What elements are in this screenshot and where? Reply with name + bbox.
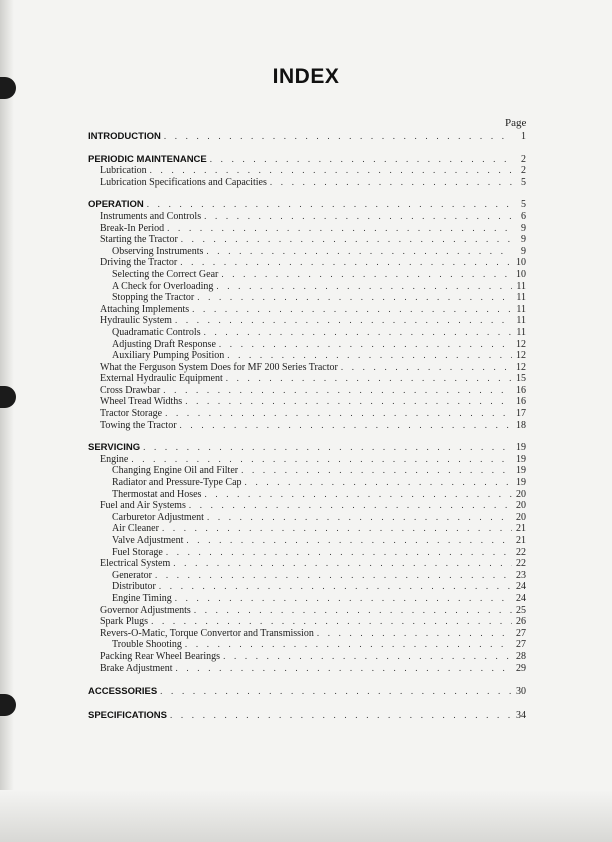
toc-entry-label: Auxiliary Pumping Position: [112, 350, 225, 362]
toc-entry-label: Thermostat and Hoses: [112, 488, 202, 500]
toc-entry[interactable]: [88, 315, 526, 327]
toc-entry[interactable]: [88, 663, 526, 675]
toc-page-number: 29: [516, 662, 526, 674]
toc-page-number: 11: [516, 292, 526, 304]
dot-leader: [317, 628, 512, 640]
dot-leader: [180, 420, 512, 432]
toc-entry-label: Quadramatic Controls: [112, 326, 201, 338]
toc-entry[interactable]: [88, 420, 526, 432]
dot-leader: [181, 234, 512, 246]
toc-entry-label: Towing the Tractor: [100, 419, 177, 431]
toc-entry-label: ACCESSORIES: [88, 686, 158, 698]
toc-page-number: 16: [516, 384, 526, 396]
toc-entry-label: Lubrication: [100, 165, 147, 177]
dot-leader: [175, 315, 512, 327]
toc-entry-label: Selecting the Correct Gear: [112, 268, 219, 280]
toc-page-number: 11: [516, 280, 526, 292]
toc-entry[interactable]: [88, 234, 526, 246]
toc-entry[interactable]: [88, 292, 526, 304]
toc-entry[interactable]: [88, 327, 526, 339]
toc-entry-label: Driving the Tractor: [100, 257, 178, 269]
toc-entry-label: Starting the Tractor: [100, 234, 178, 246]
toc-entry[interactable]: [88, 570, 526, 582]
toc-entry-label: Fuel and Air Systems: [100, 500, 186, 512]
toc-entry-label: SPECIFICATIONS: [88, 709, 167, 721]
toc-page-number: 15: [516, 373, 526, 385]
toc-page-number: 24: [516, 592, 526, 604]
dot-leader: [176, 663, 513, 675]
dot-leader: [185, 396, 512, 408]
toc-page-number: 18: [516, 419, 526, 431]
toc-page-number: 19: [516, 477, 526, 489]
toc-entry[interactable]: [88, 523, 526, 535]
toc-entry[interactable]: [88, 547, 526, 559]
toc-page-number: 20: [516, 488, 526, 500]
toc-entry-label: Lubrication Specifications and Capacities: [100, 176, 267, 188]
toc-entry-label: What the Ferguson System Does for MF 200 Series Tractor: [100, 361, 338, 373]
toc-page-number: 6: [521, 210, 526, 222]
dot-leader: [162, 523, 512, 535]
toc-entry-label: Spark Plugs: [100, 616, 149, 628]
dot-leader: [167, 223, 512, 235]
dot-leader: [185, 639, 512, 651]
toc-page-number: 21: [516, 535, 526, 546]
toc-page-number: 20: [516, 500, 526, 512]
toc-entry-label: Stopping the Tractor: [112, 292, 195, 304]
toc-entry[interactable]: [88, 581, 526, 593]
dot-leader: [221, 269, 512, 281]
toc-entry[interactable]: [88, 373, 526, 385]
toc-entry-label: Tractor Storage: [100, 408, 163, 420]
dot-leader: [245, 477, 512, 489]
toc-section-heading[interactable]: [88, 442, 526, 454]
toc-section-heading[interactable]: [88, 131, 526, 143]
toc-page-number: 11: [516, 315, 526, 327]
toc-entry-label: Revers-O-Matic, Torque Convertor and Transmission: [100, 627, 314, 639]
toc-entry-label: INTRODUCTION: [88, 131, 161, 142]
toc-page-number: 19: [516, 453, 526, 465]
toc-entry-label: Adjusting Draft Response: [112, 338, 216, 350]
toc-entry[interactable]: [88, 362, 526, 374]
page-bottom-shadow: [0, 790, 612, 842]
page-column-label: Page: [505, 117, 527, 129]
toc-section-heading[interactable]: [88, 154, 526, 166]
toc-entry-label: Carburetor Adjustment: [112, 511, 204, 523]
toc-page-number: 24: [516, 581, 526, 593]
toc-entry[interactable]: [88, 269, 526, 281]
toc-page-number: 23: [516, 569, 526, 581]
toc-entry[interactable]: [88, 350, 526, 362]
dot-leader: [227, 350, 512, 362]
dot-leader: [155, 570, 512, 582]
toc-entry[interactable]: [88, 535, 526, 547]
toc-entry-label: Instruments and Controls: [100, 210, 202, 222]
toc-entry[interactable]: [88, 211, 526, 223]
toc-page-number: 16: [516, 396, 526, 408]
toc-page-number: 1: [521, 131, 526, 142]
toc-entry[interactable]: [88, 246, 526, 258]
dot-leader: [189, 500, 512, 512]
dot-leader: [192, 304, 512, 316]
toc-entry-label: Radiator and Pressure-Type Cap: [112, 477, 242, 489]
dot-leader: [143, 442, 512, 454]
toc-entry-label: Air Cleaner: [112, 523, 159, 535]
toc-entry[interactable]: [88, 304, 526, 316]
toc-page-number: 30: [516, 686, 526, 698]
dot-leader: [216, 281, 512, 293]
dot-leader: [219, 339, 512, 351]
dot-leader: [204, 489, 512, 501]
table-of-contents: [88, 131, 526, 721]
dot-leader: [241, 465, 512, 477]
dot-leader: [186, 535, 512, 547]
toc-entry-label: PERIODIC MAINTENANCE: [88, 153, 207, 165]
toc-entry[interactable]: [88, 454, 526, 466]
toc-page-number: 5: [521, 176, 526, 188]
dot-leader: [159, 581, 512, 593]
dot-leader: [204, 211, 512, 223]
toc-entry-label: SERVICING: [88, 442, 141, 454]
toc-page-number: 9: [521, 234, 526, 246]
toc-entry-label: Break-In Period: [100, 222, 165, 234]
dot-leader: [151, 616, 512, 628]
toc-entry-label: Trouble Shooting: [112, 639, 182, 651]
toc-entry-label: Hydraulic System: [100, 315, 172, 327]
dot-leader: [197, 292, 512, 304]
toc-entry-label: Engine Timing: [112, 592, 172, 604]
toc-entry[interactable]: [88, 512, 526, 524]
toc-page-number: 22: [516, 558, 526, 570]
dot-leader: [270, 177, 512, 189]
dot-leader: [175, 593, 512, 605]
toc-page-number: 27: [516, 639, 526, 651]
dot-leader: [131, 454, 512, 466]
toc-page-number: 5: [521, 199, 526, 211]
toc-entry[interactable]: [88, 616, 526, 628]
page-title: INDEX: [272, 65, 340, 88]
dot-leader: [173, 558, 512, 570]
dot-leader: [180, 257, 512, 269]
toc-entry[interactable]: [88, 558, 526, 570]
toc-page-number: 2: [521, 165, 526, 177]
toc-entry[interactable]: [88, 408, 526, 420]
toc-entry[interactable]: [88, 639, 526, 651]
toc-page-number: 10: [516, 257, 526, 269]
toc-page-number: 21: [516, 523, 526, 535]
toc-page-number: 34: [516, 709, 526, 721]
dot-leader: [194, 605, 512, 617]
toc-entry-label: OPERATION: [88, 199, 144, 211]
toc-entry[interactable]: [88, 281, 526, 293]
dot-leader: [210, 154, 512, 166]
toc-entry-label: Valve Adjustment: [112, 535, 184, 546]
dot-leader: [204, 327, 512, 339]
toc-page-number: 22: [516, 546, 526, 558]
toc-entry[interactable]: [88, 177, 526, 189]
dot-leader: [223, 651, 512, 663]
toc-entry[interactable]: [88, 628, 526, 640]
toc-entry-label: Engine: [100, 453, 129, 465]
toc-entry-label: Observing Instruments: [112, 245, 204, 257]
toc-entry[interactable]: [88, 593, 526, 605]
toc-page-number: 2: [521, 153, 526, 165]
toc-page-number: 11: [516, 303, 526, 315]
toc-page-number: 9: [521, 222, 526, 234]
toc-entry-label: Fuel Storage: [112, 546, 163, 558]
toc-entry-label: Wheel Tread Widths: [100, 396, 183, 408]
dot-leader: [160, 686, 512, 698]
toc-entry-label: Governor Adjustments: [100, 604, 191, 616]
toc-entry-label: Packing Rear Wheel Bearings: [100, 650, 221, 662]
toc-page-number: 27: [516, 627, 526, 639]
dot-leader: [164, 131, 512, 143]
toc-page-number: 12: [516, 338, 526, 350]
toc-page-number: 10: [516, 268, 526, 280]
dot-leader: [165, 408, 512, 420]
toc-entry[interactable]: [88, 477, 526, 489]
toc-page-number: 20: [516, 511, 526, 523]
toc-page-number: 12: [516, 361, 526, 373]
toc-entry[interactable]: [88, 396, 526, 408]
dot-leader: [166, 547, 512, 559]
toc-entry-label: A Check for Overloading: [112, 280, 214, 292]
toc-entry-label: Attaching Implements: [100, 303, 190, 315]
dot-leader: [206, 246, 512, 258]
toc-section-heading[interactable]: [88, 710, 526, 722]
toc-entry[interactable]: [88, 605, 526, 617]
toc-section-heading[interactable]: [88, 686, 526, 698]
toc-entry-label: Changing Engine Oil and Filter: [112, 465, 239, 477]
toc-entry-label: Cross Drawbar: [100, 384, 161, 396]
toc-entry[interactable]: [88, 257, 526, 269]
toc-page-number: 19: [516, 442, 526, 454]
toc-page-number: 26: [516, 616, 526, 628]
toc-entry[interactable]: [88, 223, 526, 235]
toc-entry-label: Distributor: [112, 581, 156, 593]
toc-entry[interactable]: [88, 165, 526, 177]
toc-entry[interactable]: [88, 651, 526, 663]
dot-leader: [170, 710, 512, 722]
toc-page-number: 12: [516, 350, 526, 362]
toc-entry[interactable]: [88, 465, 526, 477]
toc-entry[interactable]: [88, 500, 526, 512]
toc-entry-label: Brake Adjustment: [100, 662, 173, 674]
dot-leader: [150, 165, 512, 177]
dot-leader: [207, 512, 512, 524]
toc-page-number: 25: [516, 604, 526, 616]
toc-section-heading[interactable]: [88, 199, 526, 211]
toc-entry[interactable]: [88, 489, 526, 501]
dot-leader: [226, 373, 512, 385]
toc-entry[interactable]: [88, 385, 526, 397]
toc-page-number: 17: [516, 408, 526, 420]
toc-page-number: 19: [516, 465, 526, 477]
toc-page-number: 9: [521, 245, 526, 257]
dot-leader: [163, 385, 512, 397]
dot-leader: [341, 362, 512, 374]
toc-entry-label: Electrical System: [100, 558, 171, 570]
toc-entry[interactable]: [88, 339, 526, 351]
toc-page-number: 11: [516, 326, 526, 338]
toc-entry-label: Generator: [112, 569, 152, 581]
dot-leader: [147, 199, 512, 211]
toc-page-number: 28: [516, 650, 526, 662]
toc-entry-label: External Hydraulic Equipment: [100, 373, 223, 385]
